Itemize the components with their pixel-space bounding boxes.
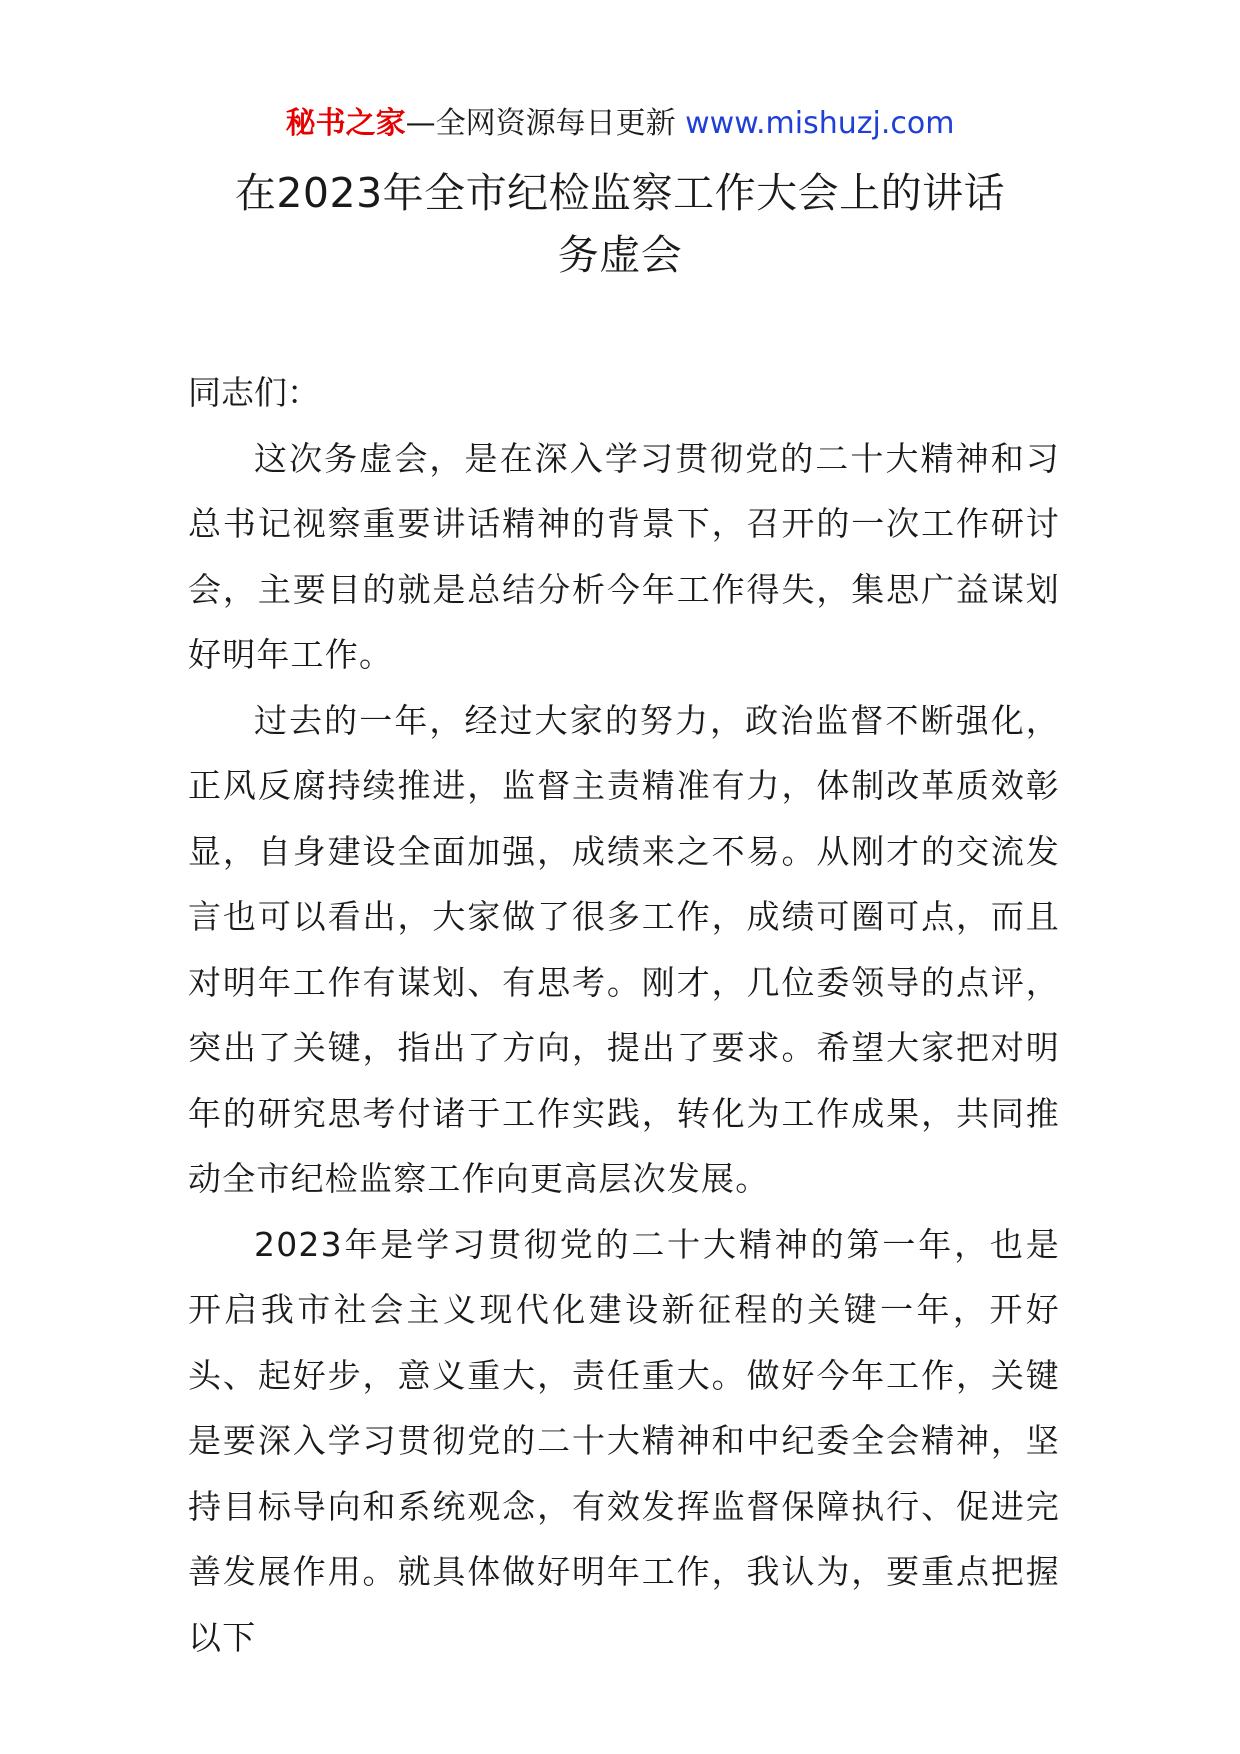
- website-link[interactable]: www.mishuzj.com: [685, 106, 955, 141]
- header-tagline: —全网资源每日更新: [405, 106, 676, 141]
- paragraph: 过去的一年，经过大家的努力，政治监督不断强化，正风反腐持续推进，监督主责精准有力，体制改革质效彰显，自身建设全面加强，成绩来之不易。从刚才的交流发言也可以看出，大家做了很多工作，成绩可圈可点，而且对明年工作有谋划、有思考。刚才，几位委领导的点评，突出了关键，指出了方向，提出了要求。希望大家把对明年的研究思考付诸于工作实践，转化为工作成果，共同推动全市纪检监察工作向更高层次发展。: [188, 700, 1060, 1198]
- page-header: [0, 100, 1240, 148]
- paragraph: 2023年是学习贯彻党的二十大精神的第一年，也是开启我市社会主义现代化建设新征程的关键一年，开好头、起好步，意义重大，责任重大。做好今年工作，关键是要深入学习贯彻党的二十大精神和中纪委全会精神，坚持目标导向和系统观念，有效发挥监督保障执行、促进完善发展作用。就具体做好明年工作，我认为，要重点把握以下: [188, 1224, 1060, 1657]
- title-line-1: 在2023年全市纪检监察工作大会上的讲话: [234, 169, 1006, 217]
- paragraph: 这次务虚会，是在深入学习贯彻党的二十大精神和习总书记视察重要讲话精神的背景下，召开的一次工作研讨会，主要目的就是总结分析今年工作得失，集思广益谋划好明年工作。: [188, 438, 1060, 674]
- greeting: 同志们：: [188, 373, 320, 412]
- document-title: [150, 162, 1090, 286]
- title-line-2: 务虚会: [557, 231, 683, 279]
- brand-name: 秘书之家: [285, 106, 406, 141]
- document-body: [188, 360, 1060, 1670]
